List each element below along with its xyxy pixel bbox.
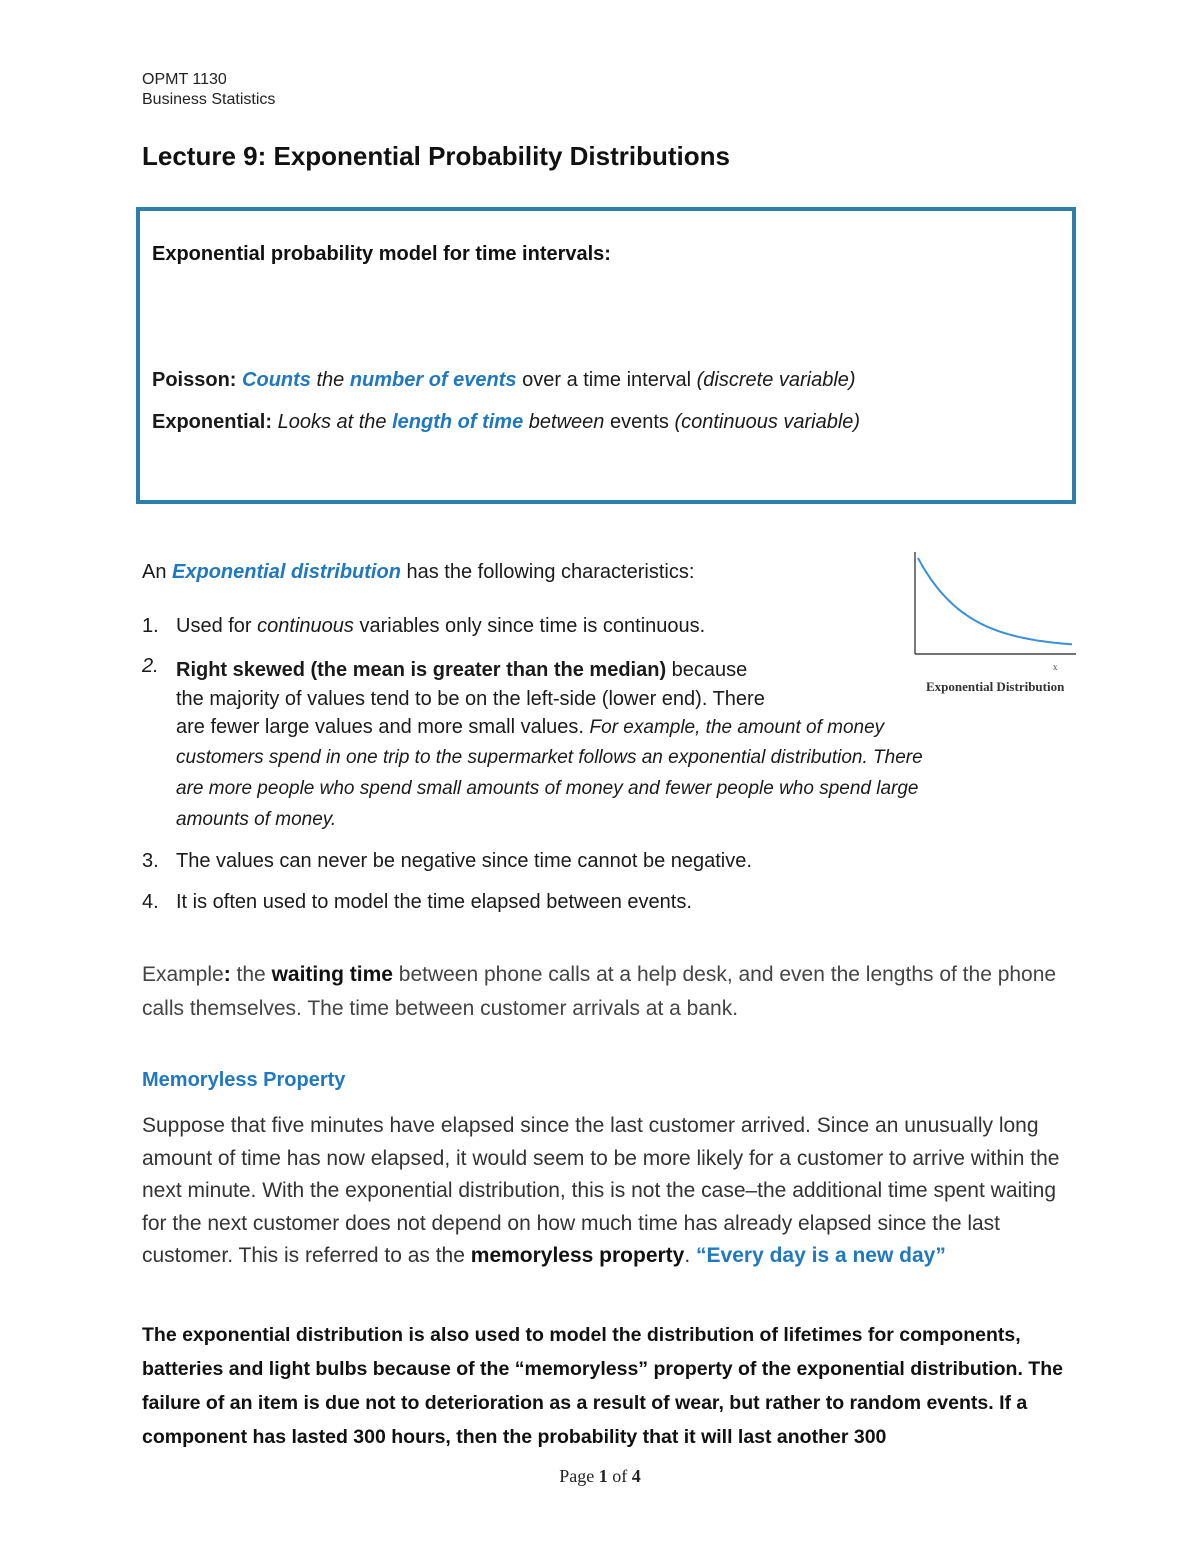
intro-term: Exponential distribution bbox=[172, 561, 401, 583]
exponential-length-of-time: length of time bbox=[392, 411, 524, 433]
exponential-definition bbox=[152, 411, 860, 434]
item2-line3 bbox=[176, 713, 885, 742]
footer-page-number: 1 bbox=[598, 1466, 608, 1486]
page-title: Lecture 9: Exponential Probability Distributions bbox=[142, 141, 730, 171]
item2-line1 bbox=[176, 655, 876, 685]
exponential-events: events bbox=[604, 411, 675, 433]
list-item-4: It is often used to model the time elapsed between events. bbox=[176, 891, 692, 913]
item2-bold: Right skewed (the mean is greater than the median) bbox=[176, 659, 667, 681]
exponential-curve bbox=[918, 558, 1072, 644]
item1-em: continuous bbox=[257, 615, 354, 637]
item1-pre: Used for bbox=[176, 615, 258, 637]
intro-pre: An bbox=[142, 561, 173, 583]
list-number-4: 4. bbox=[142, 891, 159, 913]
memoryless-paragraph bbox=[142, 1110, 1077, 1273]
list-item-1 bbox=[176, 615, 705, 638]
exponential-chart bbox=[898, 548, 1080, 676]
item2-line6: amounts of money. bbox=[176, 809, 337, 830]
exponential-label: Exponential bbox=[152, 411, 266, 433]
poisson-over: over a time interval bbox=[516, 369, 697, 391]
box-heading: Exponential probability model for time intervals: bbox=[152, 243, 611, 265]
course-subject: Business Statistics bbox=[142, 91, 276, 108]
memoryless-dot: . bbox=[684, 1244, 697, 1267]
chart-axis-mark: x bbox=[1053, 662, 1058, 672]
item2-because: because bbox=[666, 659, 748, 681]
example-pre: Example bbox=[142, 963, 224, 986]
example-term: waiting time bbox=[271, 963, 393, 986]
intro-sentence bbox=[142, 561, 694, 584]
page-footer bbox=[0, 1466, 1200, 1487]
list-number-3: 3. bbox=[142, 850, 159, 872]
poisson-counts: Counts bbox=[242, 369, 311, 391]
memoryless-heading: Memoryless Property bbox=[142, 1069, 346, 1091]
footer-page-word: Page bbox=[559, 1466, 599, 1486]
lifetime-paragraph: The exponential distribution is also used to model the distribution of lifetimes for components, batteries and light bulbs because of the “memoryless” property of the exponential distribution. The failure of an item is due not to deterioration as a result of wear, but rather to random events. If a component has lasted 300 hours, then the probability that it will last another 300 bbox=[142, 1324, 1063, 1448]
item2-line4: customers spend in one trip to the supermarket follows an exponential distribution. There bbox=[176, 747, 923, 768]
poisson-number-of-events: number of events bbox=[349, 369, 517, 391]
chart-caption: Exponential Distribution bbox=[926, 679, 1065, 694]
exponential-looks: Looks at the bbox=[272, 411, 393, 433]
intro-post: has the following characteristics: bbox=[400, 561, 695, 583]
poisson-discrete: (discrete variable) bbox=[696, 369, 856, 391]
course-code: OPMT 1130 bbox=[142, 71, 227, 88]
poisson-the: the bbox=[310, 369, 350, 391]
item2-line3-italic: For example, the amount of money bbox=[589, 717, 885, 738]
item1-post: variables only since time is continuous. bbox=[353, 615, 706, 637]
exponential-between: between bbox=[523, 411, 605, 433]
footer-of-word: of bbox=[607, 1466, 632, 1486]
example-mid: the bbox=[230, 963, 272, 986]
exponential-colon: : bbox=[265, 411, 273, 433]
list-number-1: 1. bbox=[142, 615, 159, 637]
footer-page-total: 4 bbox=[631, 1466, 641, 1486]
list-item-2 bbox=[176, 655, 923, 835]
memoryless-quote: “Every day is a new day” bbox=[696, 1244, 946, 1267]
poisson-colon: : bbox=[229, 369, 237, 391]
poisson-definition bbox=[152, 369, 856, 392]
memoryless-term: memoryless property bbox=[470, 1244, 685, 1267]
list-item-3: The values can never be negative since time cannot be negative. bbox=[176, 850, 752, 872]
exponential-continuous: (continuous variable) bbox=[674, 411, 861, 433]
item2-line5: are more people who spend small amounts of money and fewer people who spend large bbox=[176, 778, 919, 799]
example-paragraph bbox=[142, 958, 1072, 1026]
poisson-label: Poisson bbox=[152, 369, 230, 391]
example-post: between phone calls at a help desk, and even the lengths of the phone calls themselves. The time between customer arrivals at a bank. bbox=[142, 963, 1057, 1020]
item2-line2: the majority of values tend to be on the left-side (lower end). There bbox=[176, 688, 765, 710]
memoryless-text: Suppose that five minutes have elapsed since the last customer arrived. Since an unusually long amount of time has now elapsed, it would seem to be more likely for a customer to arrive within the next minute. With the exponential distribution, this is not the case–the additional time spent waiting for the next customer does not depend on how much time has already elapsed since the last customer. This is referred to as the bbox=[142, 1114, 1060, 1267]
example-colon: : bbox=[223, 963, 231, 986]
item2-line3-pre: are fewer large values and more small values. bbox=[176, 716, 590, 738]
list-number-2: 2. bbox=[142, 655, 159, 677]
